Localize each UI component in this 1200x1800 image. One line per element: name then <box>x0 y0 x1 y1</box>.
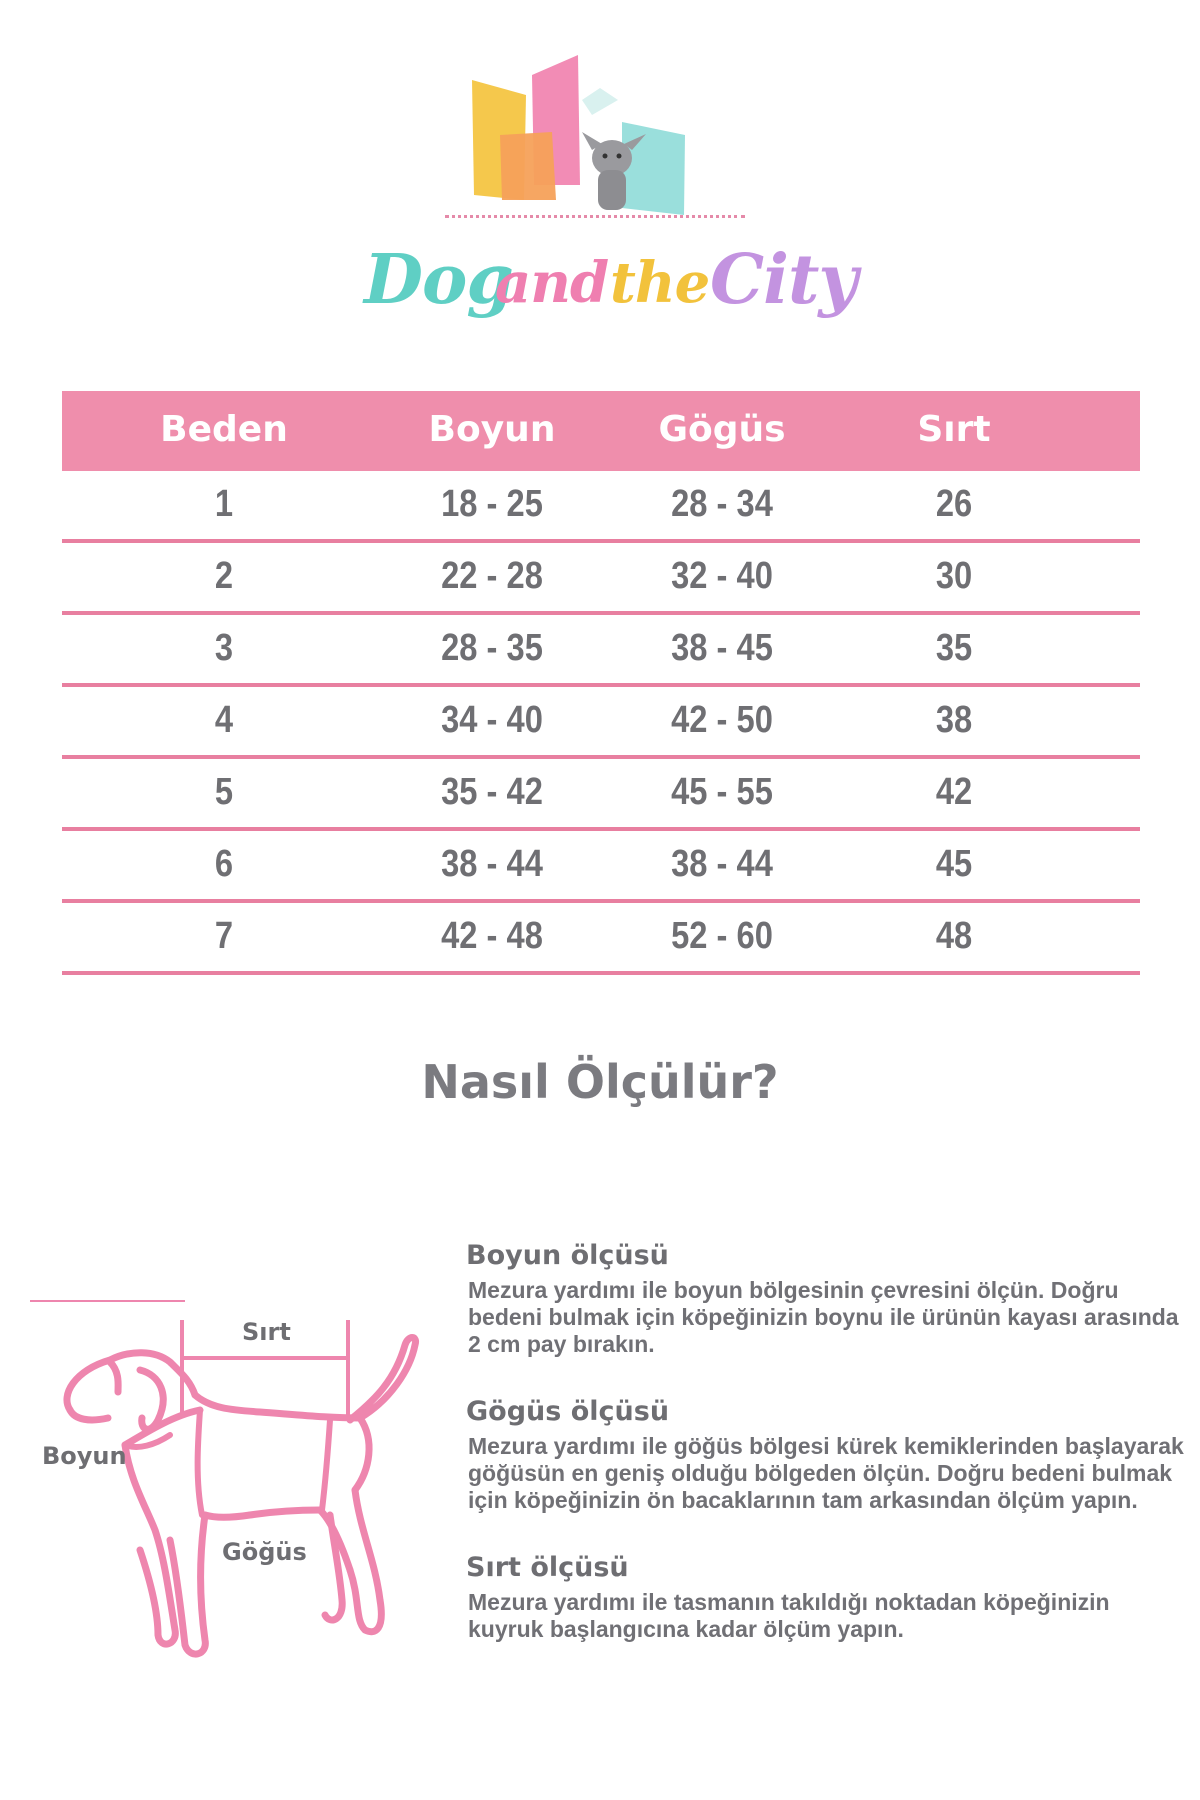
header-boyun: Boyun <box>428 409 556 450</box>
logo-word-dog: Dog <box>364 240 513 320</box>
cell-beden: 2 <box>214 555 234 597</box>
cell-gogus: 45 - 55 <box>671 771 773 813</box>
cell-beden: 6 <box>214 843 234 885</box>
cell-sirt: 30 <box>935 555 973 597</box>
cell-sirt: 26 <box>935 483 973 525</box>
logo-word-city: City <box>710 240 857 320</box>
cell-boyun: 22 - 28 <box>441 555 543 597</box>
instruction-chest-text: Mezura yardımı ile göğüs bölgesi kürek kemiklerinden başlayarak göğüsün en geniş olduğu bölgeden ölçün. Doğru bedeni bulmak için köpeğinizin ön bacaklarının tam arkasından ölçüm yapın. <box>468 1433 1184 1513</box>
cell-boyun: 18 - 25 <box>441 483 543 525</box>
instruction-neck <box>466 1240 1186 1358</box>
logo-word-and: and <box>495 250 609 316</box>
city-buildings-icon <box>360 40 830 240</box>
table-header <box>62 391 1140 471</box>
cell-gogus: 42 - 50 <box>671 699 773 741</box>
cell-gogus: 32 - 40 <box>671 555 773 597</box>
instruction-chest <box>466 1396 1186 1514</box>
table-row <box>62 471 1140 543</box>
cell-gogus: 38 - 45 <box>671 627 773 669</box>
logo-word-the: the <box>610 250 710 316</box>
table-row <box>62 543 1140 615</box>
cell-sirt: 45 <box>935 843 973 885</box>
cell-boyun: 38 - 44 <box>441 843 543 885</box>
header-beden: Beden <box>160 409 288 450</box>
instruction-chest-heading: Gögüs ölçüsü <box>466 1396 670 1427</box>
cell-beden: 1 <box>214 483 234 525</box>
cell-beden: 3 <box>214 627 234 669</box>
cell-sirt: 48 <box>935 915 973 957</box>
cell-sirt: 35 <box>935 627 973 669</box>
table-row <box>62 831 1140 903</box>
cell-boyun: 35 - 42 <box>441 771 543 813</box>
table-row <box>62 687 1140 759</box>
dog-measurement-diagram <box>30 1300 450 1680</box>
brand-logo <box>360 40 857 320</box>
table-row <box>62 615 1140 687</box>
header-gogus: Gögüs <box>658 409 786 450</box>
instruction-back <box>466 1552 1186 1643</box>
size-table <box>62 391 1140 975</box>
cell-gogus: 52 - 60 <box>671 915 773 957</box>
cell-beden: 7 <box>214 915 234 957</box>
label-chest: Göğüs <box>222 1538 307 1566</box>
label-back: Sırt <box>242 1318 291 1346</box>
table-row <box>62 759 1140 831</box>
dog-outline-icon <box>30 1300 450 1680</box>
logo-divider <box>445 215 745 218</box>
cell-gogus: 28 - 34 <box>671 483 773 525</box>
table-row <box>62 903 1140 975</box>
instruction-back-text: Mezura yardımı ile tasmanın takıldığı noktadan köpeğinizin kuyruk başlangıcına kadar ölçüm yapın. <box>468 1589 1110 1642</box>
cell-beden: 4 <box>214 699 234 741</box>
cell-sirt: 38 <box>935 699 973 741</box>
label-neck: Boyun <box>42 1442 127 1470</box>
header-sirt: Sırt <box>917 409 991 450</box>
cell-boyun: 28 - 35 <box>441 627 543 669</box>
cell-boyun: 34 - 40 <box>441 699 543 741</box>
instruction-neck-text: Mezura yardımı ile boyun bölgesinin çevresini ölçün. Doğru bedeni bulmak için köpeğinizin boynu ile ürünün kayası arasında 2 cm pay bırakın. <box>468 1277 1179 1357</box>
cell-sirt: 42 <box>935 771 973 813</box>
instruction-neck-heading: Boyun ölçüsü <box>466 1240 669 1271</box>
table-body <box>62 471 1140 975</box>
instruction-back-heading: Sırt ölçüsü <box>466 1552 629 1583</box>
cell-gogus: 38 - 44 <box>671 843 773 885</box>
how-to-measure-title: Nasıl Ölçülür? <box>421 1055 779 1109</box>
cell-beden: 5 <box>214 771 234 813</box>
cell-boyun: 42 - 48 <box>441 915 543 957</box>
